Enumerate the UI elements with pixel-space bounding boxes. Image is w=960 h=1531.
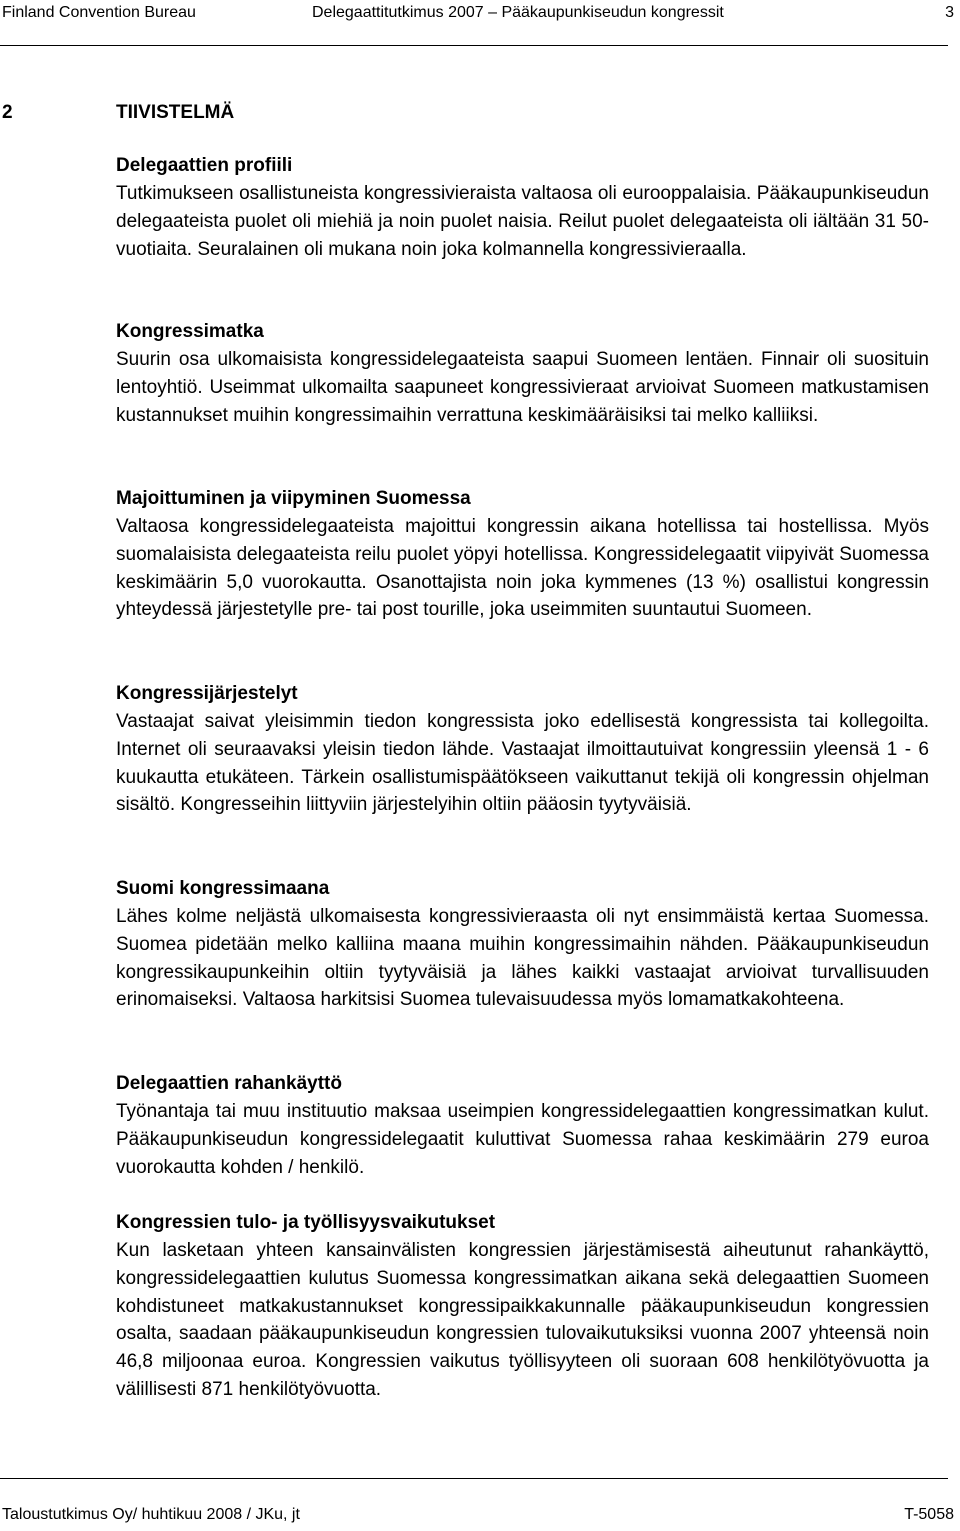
section-text: Lähes kolme neljästä ulkomaisesta kongressivieraasta oli nyt ensimmäistä kertaa Suomessa. Suomea pidetään melko kalliina maana muihin kongressimaihin nähden. Pääkaupunkiseudun kongressikaupunkeihin oltiin tyytyväisiä ja lähes kaikki vastaajat arvioivat turvallisuuden erinomaiseksi. Valtaosa harkitsisi Suomea tulevaisuudessa myös lomamatkakohteena. (116, 906, 929, 1011)
section-heading: Delegaattien profiili (116, 155, 293, 176)
section-heading: Majoittuminen ja viipyminen Suomessa (116, 488, 471, 509)
section-text: Tutkimukseen osallistuneista kongressivieraista valtaosa oli eurooppalaisia. Pääkaupunkiseudun delegaateista puolet oli miehiä ja noin puolet naisia. Reilut puolet delegaateista oli iältään 31 50-vuotiaita. Seuralainen oli mukana noin joka kolmannella kongressivieraalla. (116, 183, 929, 260)
section-text: Vastaajat saivat yleisimmin tiedon kongressista joko edellisestä kongressista tai kollegoilta. Internet oli seuraavaksi yleisin tiedon lähde. Vastaajat ilmoittautuivat kongressiin yleensä 1 - 6 kuukautta etukäteen. Tärkein osallistumispäätökseen vaikuttanut tekijä oli kongressin ohjelman sisältö. Kongresseihin liittyviin järjestelyihin oltiin pääosin tyytyväisiä. (116, 711, 929, 816)
section-finland-as-congress-country (116, 875, 929, 1014)
footer-divider (0, 1478, 948, 1479)
header-divider (0, 45, 948, 46)
footer-author: Taloustutkimus Oy/ huhtikuu 2008 / JKu, jt (2, 1506, 300, 1523)
page-body (0, 96, 960, 130)
header-report-title: Delegaattitutkimus 2007 – Pääkaupunkiseudun kongressit (312, 4, 724, 21)
section-accommodation (116, 485, 929, 624)
section-delegate-profile (116, 152, 929, 263)
section-congress-trip (116, 318, 929, 429)
section-delegate-spending (116, 1070, 929, 1181)
section-heading: Suomi kongressimaana (116, 878, 330, 899)
page-header (0, 0, 960, 28)
section-text: Valtaosa kongressidelegaateista majoittui kongressin aikana hotellissa tai hostellissa. Myös suomalaisista delegaateista reilu puolet yöpyi hotellissa. Kongressidelegaatit viipyivät Suomessa keskimäärin 5,0 vuorokautta. Osanottajista noin joka kymmenes (13 %) osallistui kongressin yhteydessä järjestetylle pre- tai post tourille, joka useimmiten suuntautui Suomeen. (116, 516, 929, 621)
section-heading: Kongressimatka (116, 321, 264, 342)
chapter-number: 2 (2, 102, 13, 123)
section-income-employment-effects (116, 1209, 929, 1404)
section-heading: Kongressien tulo- ja työllisyysvaikutukset (116, 1212, 496, 1233)
section-text: Suurin osa ulkomaisista kongressidelegaateista saapui Suomeen lentäen. Finnair oli suosituin lentoyhtiö. Useimmat ulkomailta saapuneet kongressivieraat arvioivat Suomeen matkustamisen kustannukset muihin kongressimaihin verrattuna keskimääräisiksi tai melko kalliiksi. (116, 349, 929, 426)
section-heading: Delegaattien rahankäyttö (116, 1073, 342, 1094)
chapter-heading (0, 96, 960, 130)
footer-doc-code: T-5058 (904, 1506, 954, 1523)
section-heading: Kongressijärjestelyt (116, 683, 298, 704)
section-congress-arrangements (116, 680, 929, 819)
header-organization: Finland Convention Bureau (2, 4, 196, 21)
section-text: Työnantaja tai muu instituutio maksaa useimpien kongressidelegaattien kongressimatkan kulut. Pääkaupunkiseudun kongressidelegaatit kuluttivat Suomessa rahaa keskimäärin 279 euroa vuorokautta kohden / henkilö. (116, 1101, 929, 1178)
section-text: Kun lasketaan yhteen kansainvälisten kongressien järjestämisestä aiheutunut rahankäyttö, kongressidelegaattien kulutus Suomessa kongressimatkan aikana sekä delegaattien Suomeen kohdistuneet matkakustannukset kongressipaikkakunnalle pääkaupunkiseudun kongressien osalta, saadaan pääkaupunkiseudun kongressien tulovaikutuksiksi vuonna 2007 yhteensä noin 46,8 miljoonaa euroa. Kongressien vaikutus työllisyyteen oli suoraan 608 henkilötyövuotta ja välillisesti 871 henkilötyövuotta. (116, 1240, 929, 1400)
page-footer (0, 1500, 960, 1530)
chapter-title: TIIVISTELMÄ (116, 102, 235, 123)
header-page-number: 3 (945, 4, 954, 21)
